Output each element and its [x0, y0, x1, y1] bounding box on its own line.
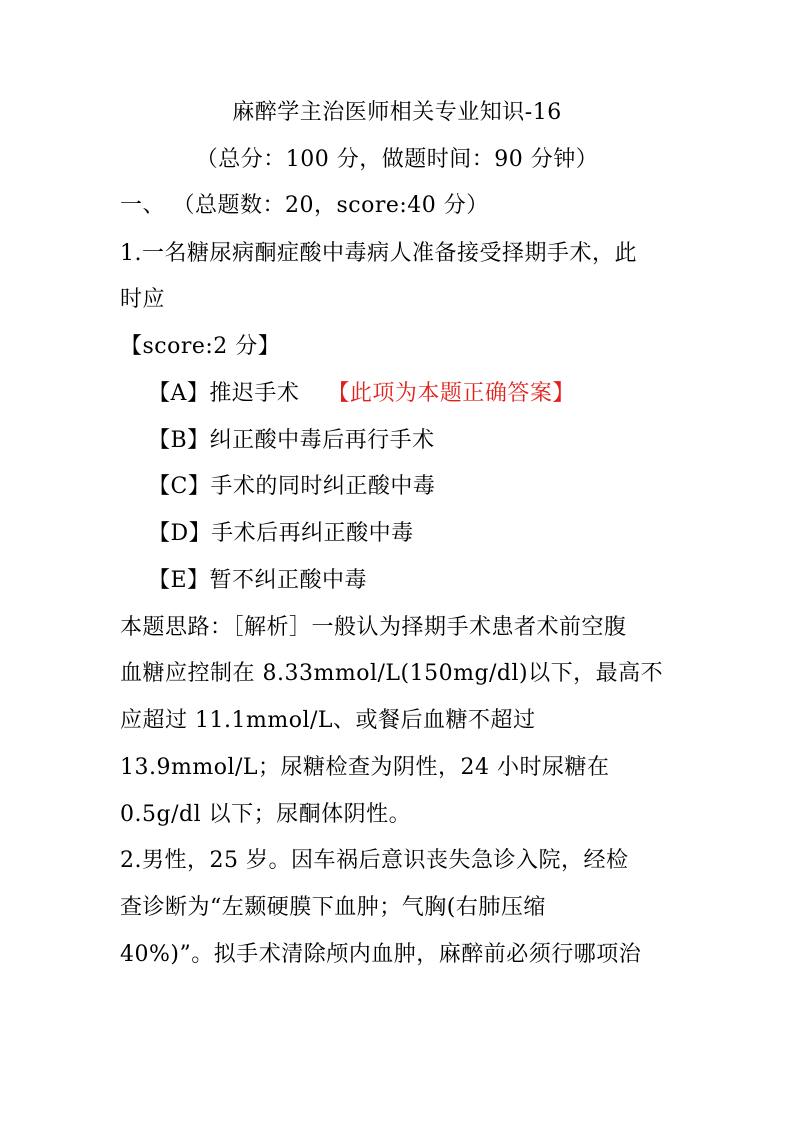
question-1-score: 【score:2 分】 — [120, 334, 281, 359]
correct-answer-marker: 【此项为本题正确答案】 — [327, 381, 575, 406]
question-1-explanation-line-2: 血糖应控制在 8.33mmol/L(150mg/dl)以下，最高不 — [120, 661, 664, 686]
option-a-text: 【A】推迟手术 — [148, 381, 300, 406]
question-1-explanation-line-5: 0.5g/dl 以下；尿酮体阴性。 — [120, 802, 412, 827]
question-1-explanation-line-1: 本题思路：［解析］一般认为择期手术患者术前空腹 — [120, 615, 627, 640]
question-1-option-d: 【D】手术后再纠正酸中毒 — [148, 521, 414, 546]
section-header: 一、 （总题数：20，score:40 分） — [120, 193, 489, 218]
document-subtitle: （总分：100 分，做题时间：90 分钟） — [195, 147, 599, 172]
question-2-stem-line-1: 2.男性，25 岁。因车祸后意识丧失急诊入院，经检 — [120, 848, 629, 873]
question-1-option-b: 【B】纠正酸中毒后再行手术 — [148, 428, 435, 453]
question-1-option-c: 【C】手术的同时纠正酸中毒 — [148, 474, 436, 499]
document-title: 麻醉学主治医师相关专业知识-16 — [232, 100, 562, 125]
question-2-stem-line-3: 40%)”。拟手术清除颅内血肿，麻醉前必须行哪项治 — [120, 942, 642, 967]
question-1-stem-line-1: 1.一名糖尿病酮症酸中毒病人准备接受择期手术，此 — [120, 241, 637, 266]
question-1-option-a — [148, 379, 575, 409]
question-1-explanation-line-3: 应超过 11.1mmol/L、或餐后血糖不超过 — [120, 708, 536, 733]
question-2-stem-line-2: 查诊断为“左颞硬膜下血肿；气胸(右肺压缩 — [120, 895, 546, 920]
question-1-option-e: 【E】暂不纠正酸中毒 — [148, 568, 368, 593]
question-1-explanation-line-4: 13.9mmol/L；尿糖检查为阴性，24 小时尿糖在 — [120, 755, 610, 780]
question-1-stem-line-2: 时应 — [120, 287, 166, 312]
